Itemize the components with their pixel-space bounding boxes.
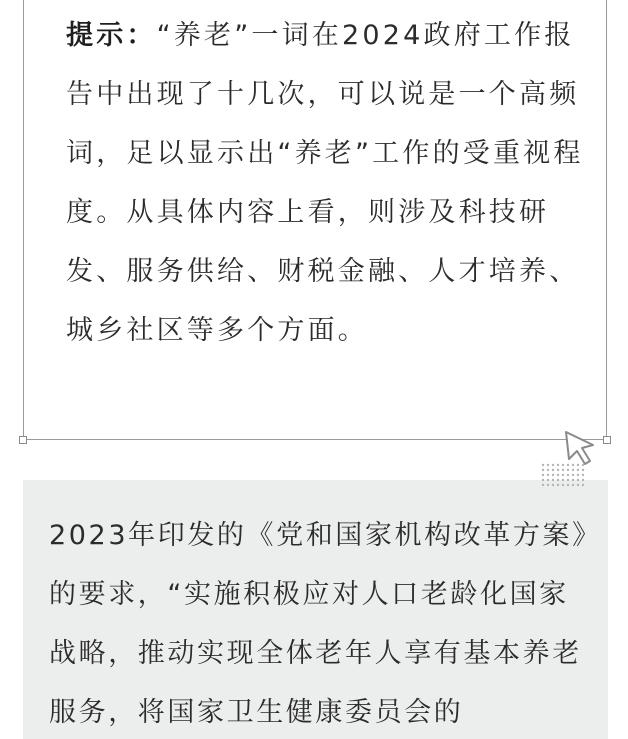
tip-label: 提示： [66,20,157,51]
tip-paragraph [66,6,586,360]
resize-handle-right[interactable] [603,436,611,444]
dot-grid-icon [541,463,585,487]
mouse-pointer-icon [563,430,597,466]
tip-body: “养老”一词在2024政府工作报告中出现了十几次，可以说是一个高频词，足以显示出“养老”工作的受重视程度。从具体内容上看，则涉及科技研发、服务供给、财税金融、人才培养、城乡社区等多个方面。 [66,20,584,346]
resize-handle-left[interactable] [19,436,27,444]
tip-box [23,0,607,440]
quote-paragraph: 2023年印发的《党和国家机构改革方案》的要求，“实施积极应对人口老龄化国家战略，推动实现全体老年人享有基本养老服务，将国家卫生健康委员会的 [49,520,589,728]
quote-box [23,480,608,739]
